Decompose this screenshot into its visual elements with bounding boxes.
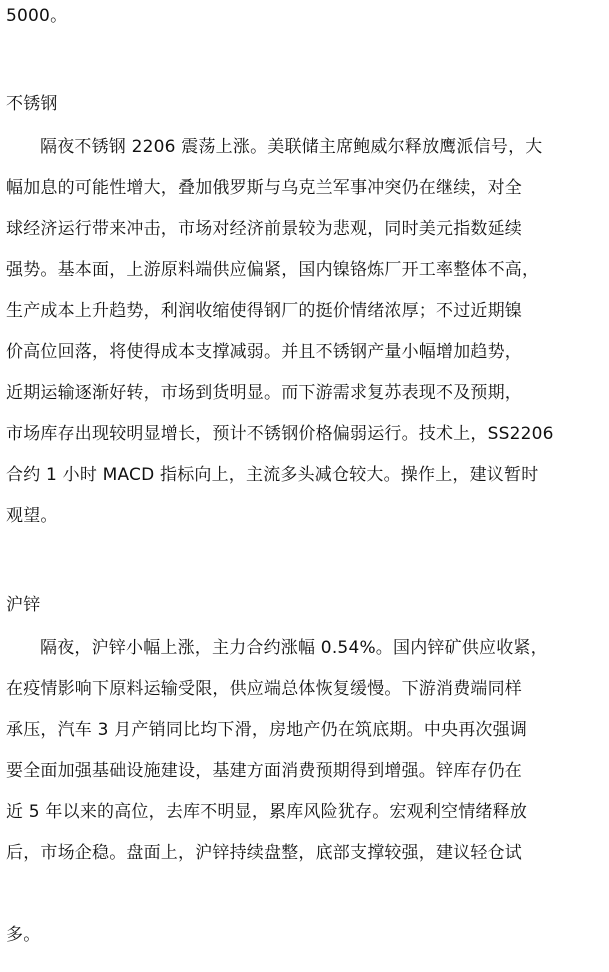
paragraph-line: 球经济运行带来冲击，市场对经济前景较为悲观，同时美元指数延续 — [6, 219, 522, 239]
top-fragment: 5000。 — [6, 6, 68, 26]
paragraph-line: 多。 — [6, 925, 41, 945]
paragraph-line: 观望。 — [6, 506, 58, 526]
section-heading-stainless-steel: 不锈钢 — [6, 94, 58, 114]
paragraph-line: 合约 1 小时 MACD 指标向上，主流多头减仓较大。操作上，建议暂时 — [6, 465, 539, 485]
paragraph-line: 要全面加强基础设施建设，基建方面消费预期得到增强。锌库存仍在 — [6, 761, 522, 781]
paragraph-line: 隔夜，沪锌小幅上涨，主力合约涨幅 0.54%。国内锌矿供应收紧， — [40, 638, 548, 658]
paragraph-line: 隔夜不锈钢 2206 震荡上涨。美联储主席鲍威尔释放鹰派信号，大 — [40, 137, 543, 157]
paragraph-line: 在疫情影响下原料运输受限，供应端总体恢复缓慢。下游消费端同样 — [6, 679, 522, 699]
paragraph-line: 幅加息的可能性增大，叠加俄罗斯与乌克兰军事冲突仍在继续，对全 — [6, 178, 522, 198]
paragraph-line: 生产成本上升趋势，利润收缩使得钢厂的挺价情绪浓厚；不过近期镍 — [6, 301, 522, 321]
paragraph-line: 强势。基本面，上游原料端供应偏紧，国内镍铬炼厂开工率整体不高， — [6, 260, 540, 280]
paragraph-line: 近 5 年以来的高位，去库不明显，累库风险犹存。宏观利空情绪释放 — [6, 802, 528, 822]
paragraph-line: 近期运输逐渐好转，市场到货明显。而下游需求复苏表现不及预期， — [6, 383, 522, 403]
paragraph-line: 市场库存出现较明显增长，预计不锈钢价格偏弱运行。技术上，SS2206 — [6, 424, 554, 444]
section-heading-shanghai-zinc: 沪锌 — [6, 595, 41, 615]
paragraph-line: 价高位回落，将使得成本支撑减弱。并且不锈钢产量小幅增加趋势， — [6, 342, 522, 362]
paragraph-line: 后，市场企稳。盘面上，沪锌持续盘整，底部支撑较强，建议轻仓试 — [6, 843, 522, 863]
paragraph-line: 承压，汽车 3 月产销同比均下滑，房地产仍在筑底期。中央再次强调 — [6, 720, 528, 740]
